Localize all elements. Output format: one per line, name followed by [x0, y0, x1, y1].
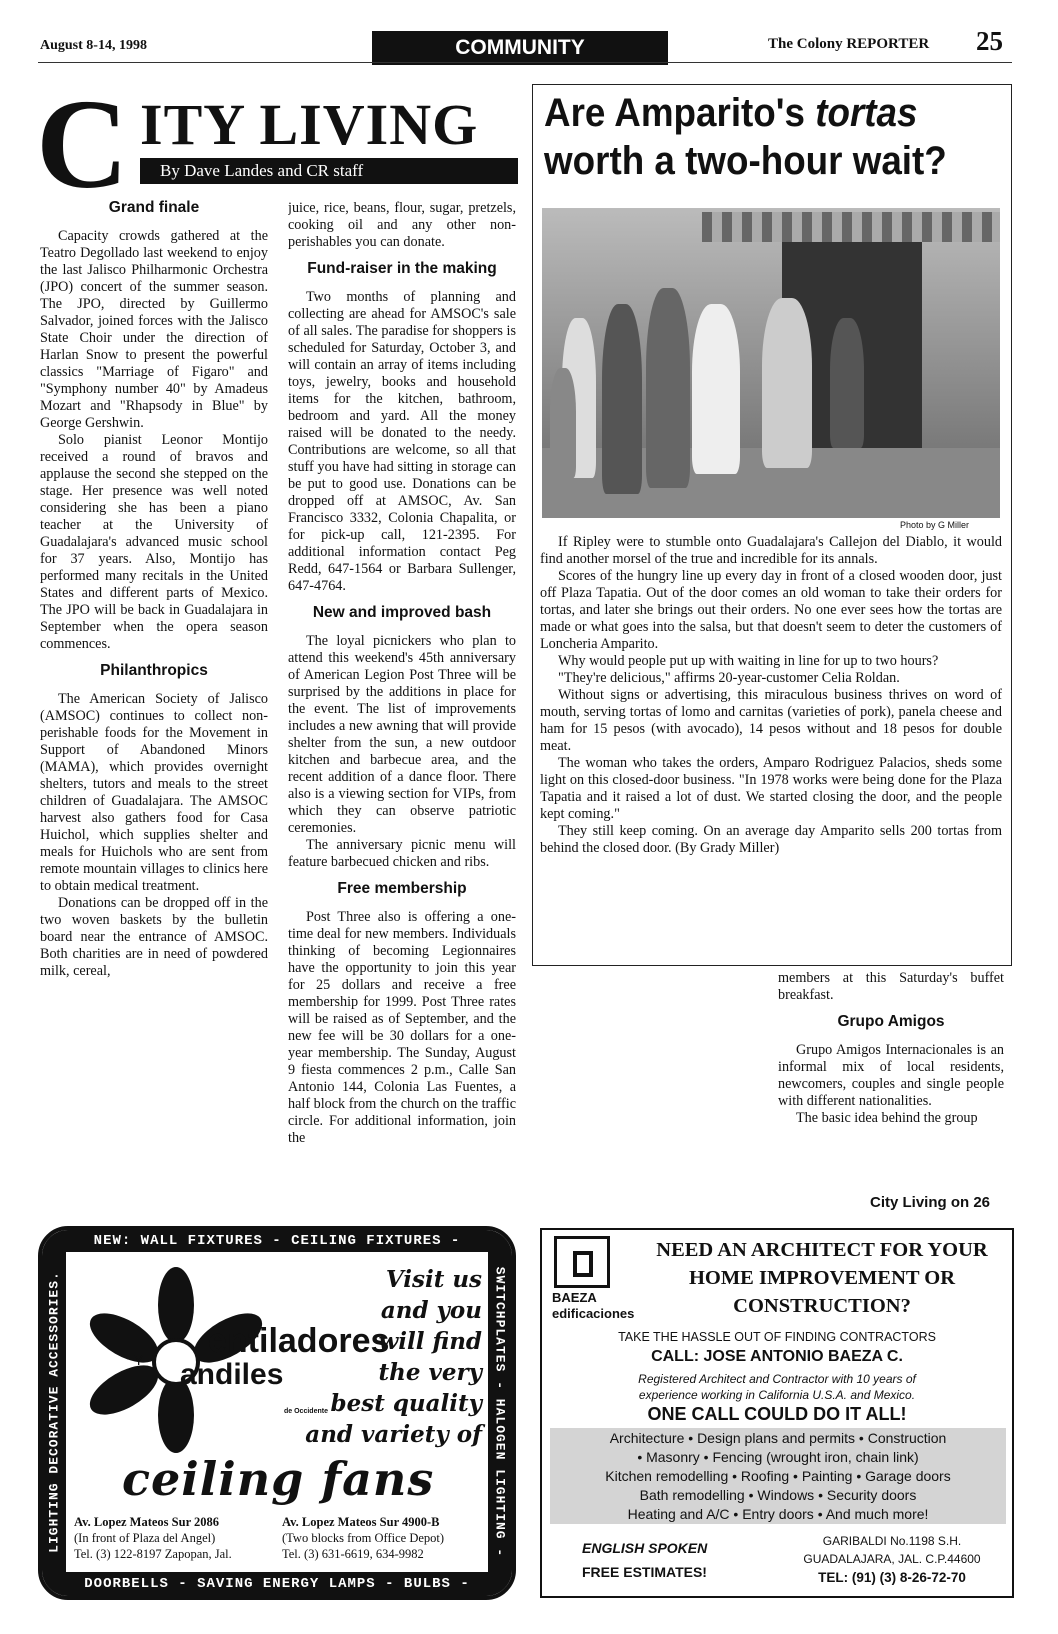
- logo-mark: [573, 1251, 593, 1277]
- brand-y: Y: [134, 1352, 144, 1368]
- brand-sub: de Occidente: [284, 1408, 328, 1415]
- tortas-headline: [533, 85, 973, 185]
- service-line: Architecture • Design plans and permits • Construction: [609, 1430, 947, 1446]
- person: [602, 304, 642, 494]
- paragraph: Without signs or advertising, this miraculous business thrives on word of mouth, serving tortas of lomo and carnitas (varieties of pork), panela cheese and ham for 15 pesos (with avocado), 14 pesos without and 18 pesos for double meat.: [540, 687, 1002, 754]
- arch-address-1: GARIBALDI No.1198 S.H.: [822, 1534, 962, 1548]
- service-line: • Masonry • Fencing (wrought iron, chain link): [637, 1449, 919, 1465]
- arch-address-2: GUADALAJARA, JAL. C.P.44600: [803, 1552, 981, 1566]
- header-rule: [38, 62, 1012, 63]
- paragraph: They still keep coming. On an average day Amparito sells 200 tortas from behind the closed door. (By Grady Miller): [540, 823, 1002, 856]
- slogan-line: will find: [378, 1328, 482, 1355]
- section-banner: COMMUNITY: [372, 31, 668, 65]
- slogan-line: Visit us: [385, 1266, 482, 1293]
- photo-credit: Photo by G Miller: [900, 520, 970, 530]
- ad-address-1: [74, 1514, 232, 1562]
- service-line: Kitchen remodelling • Roofing • Painting • Garage doors: [605, 1468, 951, 1484]
- arch-line3: Registered Architect and Contractor with 10 years of: [638, 1372, 916, 1386]
- slogan-line: the very: [378, 1359, 482, 1386]
- ad-bottom-band: DOORBELLS - SAVING ENERGY LAMPS - BULBS -: [42, 1572, 512, 1596]
- child: [550, 368, 576, 478]
- arch-call: CALL: JOSE ANTONIO BAEZA C.: [651, 1348, 903, 1365]
- address-line: (Two blocks from Office Depot): [282, 1531, 445, 1545]
- paragraph: Solo pianist Leonor Montijo received a round of bravos and applause the second she stepped on the stage. Her presence was well noted considering she has been a piano teacher at the University of Guadalajara's advanced music school for 37 years. Also, Montijo has performed many recitals in the United States and different parts of Mexico. The JPO will be back in Guadalajara in September when the opera season commences.: [40, 432, 268, 652]
- ceiling-fans-ad: [38, 1226, 516, 1600]
- slogan-line: and you: [380, 1297, 482, 1324]
- brand-candiles: andiles: [180, 1358, 284, 1391]
- address-line: Tel. (3) 122-8197 Zapopan, Jal.: [74, 1547, 232, 1561]
- person: [692, 304, 740, 474]
- paragraph: Scores of the hungry line up every day in front of a closed wooden door, just off Plaza Tapatia. Out of the door comes an old woman to take their orders for tortas, and later she brings out their orders. No one ever sees how the tortas are made or what goes into the salsa, but that doesn't seem to deter the customers of Loncheria Amparito.: [540, 568, 1002, 652]
- headline-line: CONSTRUCTION?: [733, 1295, 911, 1317]
- arch-line1: TAKE THE HASSLE OUT OF FINDING CONTRACTORS: [618, 1330, 936, 1344]
- byline: By Dave Landes and CR staff: [140, 158, 518, 184]
- paragraph: The American Society of Jalisco (AMSOC) continues to collect non-perishable foods for the Movement in Support of Abandoned Minors (MAMA), which provides overnight shelters, tutors and meals to the street children of Guadalajara. The AMSOC harvest also gathers food for Casa Huichol, which supplies shelter and meals for Huichols who are sent from remote mountain villages to clinics here to obtain medical treatment.: [40, 691, 268, 894]
- paper-name: The Colony REPORTER: [768, 36, 930, 52]
- tortas-body: [540, 534, 1002, 964]
- arch-headline: [642, 1236, 1002, 1320]
- page-number: 25: [976, 26, 1003, 56]
- address-line: Av. Lopez Mateos Sur 2086: [74, 1515, 220, 1529]
- awning: [702, 212, 1000, 242]
- brand-ventiladores: entiladores: [208, 1322, 390, 1360]
- issue-date: August 8-14, 1998: [40, 38, 147, 53]
- column-3-lower: [534, 970, 760, 1210]
- ad-right-band: [488, 1252, 512, 1572]
- paragraph: Donations can be dropped off in the two woven baskets by the bulletin board near the entrance of AMSOC. Both charities are in need of powdered milk, cereal,: [40, 895, 268, 979]
- logo-name: BAEZA: [552, 1290, 597, 1305]
- title-initial: C: [36, 73, 125, 215]
- slogan-line: best quality: [330, 1390, 482, 1417]
- ad-left-band-text: LIGHTING DECORATIVE ACCESSORIES.: [46, 1271, 62, 1553]
- address-line: (In front of Plaza del Angel): [74, 1531, 216, 1545]
- subhead-philanthropics: Philanthropics: [100, 662, 208, 679]
- headline-part: worth a two-hour wait?: [544, 139, 947, 183]
- subhead-grand-finale: Grand finale: [108, 199, 200, 216]
- continued-link[interactable]: City Living on 26: [870, 1194, 991, 1211]
- person: [762, 298, 812, 468]
- architect-ad: [540, 1228, 1014, 1598]
- paragraph: "They're delicious," affirms 20-year-customer Celia Roldan.: [558, 670, 900, 686]
- headline-line: HOME IMPROVEMENT OR: [688, 1267, 956, 1289]
- subhead-membership: Free membership: [337, 880, 467, 897]
- paragraph: The woman who takes the orders, Amparo Rodriguez Palacios, sheds some light on this closed-door business. "In 1978 works were being done for the Plaza Tapatia and it raised a lot of dust. We started closing the door, and the people kept coming.": [540, 755, 1002, 822]
- service-line: Bath remodelling • Windows • Security doors: [639, 1487, 917, 1503]
- ad-slogan: [302, 1264, 482, 1450]
- paragraph: Grupo Amigos Internacionales is an informal mix of local residents, newcomers, couples and single people with different nationalities.: [778, 1042, 1004, 1109]
- column-2: [288, 200, 516, 1210]
- headline-part: Are Amparito's: [544, 91, 816, 135]
- ad-right-band-text: SWITCHPLATES - HALOGEN LIGHTING -: [492, 1266, 508, 1558]
- paragraph: If Ripley were to stumble onto Guadalajara's Callejon del Diablo, it would find another morsel of the true and incredible for its annals.: [540, 534, 1002, 567]
- paragraph: Post Three also is offering a one-time deal for new members. Individuals thinking of becoming Legionnaires have the opportunity to join this year for 25 dollars and receive a free membership for 1999. Post Three rates will be raised as of September, and the new fee will be 30 dollars for a one-year membership. The Sunday, August 9 fiesta commences 2 p.m., Calle San Antonio 144, Colonia Las Fuentes, a half block from the church on the traffic circle. For additional information, join the: [288, 909, 516, 1146]
- ad-top-band: NEW: WALL FIXTURES - CEILING FIXTURES -: [42, 1230, 512, 1252]
- english-spoken: ENGLISH SPOKEN: [582, 1540, 708, 1556]
- paragraph: The basic idea behind the group: [796, 1110, 978, 1126]
- paragraph: juice, rice, beans, flour, sugar, pretzels, cooking oil and any other non-perishables you can donate.: [288, 200, 516, 250]
- page-title: ITY LIVING: [140, 92, 479, 157]
- headline-line: NEED AN ARCHITECT FOR YOUR: [656, 1239, 988, 1261]
- photo-line-at-door: [542, 208, 1000, 518]
- column-4-lower: [778, 970, 1004, 1202]
- paragraph: Capacity crowds gathered at the Teatro Degollado last weekend to enjoy the last Jalisco Philharmonic Orchestra (JPO) concert of the summer season. The JPO, directed by Guillermo Salvador, joined forces with the Jalisco State Choir under the direction of Harlan Snow to present the powerful classics "Marriage of Figaro" and "Symphony number 40" by Amadeus Mozart and "Rhapsody in Blue" by George Gershwin.: [40, 228, 268, 431]
- arch-one-call: ONE CALL COULD DO IT ALL!: [647, 1404, 907, 1424]
- paragraph: Two months of planning and collecting are ahead for AMSOC's sale of all sales. The paradise for shoppers is scheduled for Saturday, October 3, and will contain an array of items including toys, jewelry, books and household items for the kitchen, bathroom, bedroom and yard. All the money raised will be donated to the needy. Contributions are welcome, so all that stuff you have had sitting in storage can be put to good use. Donations can be dropped off at AMSOC, Av. San Francisco 3332, Colonia Chapalita, or for pick-up call, 121-2395. For additional information contact Peg Redd, 647-1564 or Barbara Sullenger, 647-4764.: [288, 289, 516, 594]
- address-line: Tel. (3) 631-6619, 634-9982: [282, 1547, 424, 1561]
- services-box: [550, 1428, 1006, 1524]
- address-line: Av. Lopez Mateos Sur 4900-B: [282, 1515, 440, 1529]
- paragraph: Why would people put up with waiting in line for up to two hours?: [558, 653, 939, 669]
- slogan-line: and variety of: [305, 1421, 482, 1448]
- free-estimates: FREE ESTIMATES!: [582, 1564, 707, 1580]
- paragraph: members at this Saturday's buffet breakfast.: [778, 970, 1004, 1003]
- headline-em: tortas: [815, 91, 918, 135]
- subhead-fund-raiser: Fund-raiser in the making: [307, 260, 497, 277]
- subhead-bash: New and improved bash: [312, 604, 492, 621]
- ad-address-2: [282, 1514, 444, 1562]
- column-1: [40, 190, 268, 1210]
- service-line: Heating and A/C • Entry doors • And much more!: [627, 1506, 929, 1522]
- ad-ceiling-fans: ceiling fans: [122, 1452, 435, 1506]
- paragraph: The anniversary picnic menu will feature barbecued chicken and ribs.: [288, 837, 516, 870]
- person: [646, 288, 690, 488]
- logo-sub: edificaciones: [552, 1306, 635, 1321]
- paragraph-continued: [534, 970, 760, 987]
- baeza-logo-icon: [554, 1236, 610, 1288]
- ad-left-band: [42, 1252, 66, 1572]
- arch-line4: experience working in California U.S.A. and Mexico.: [638, 1388, 916, 1402]
- arch-tel: TEL: (91) (3) 8-26-72-70: [818, 1570, 966, 1585]
- person: [830, 318, 864, 448]
- subhead-grupo-amigos: Grupo Amigos: [837, 1013, 945, 1030]
- paragraph: The loyal picnickers who plan to attend this weekend's 45th anniversary of American Legion Post Three will be surprised by the additions in place for the event. The list of improvements includes a new awning that will provide shelter from the sun, a new outdoor kitchen and barbecue area, and the recent addition of a dance floor. There also is a viewing section for VIPs, from which they can observe patriotic ceremonies.: [288, 633, 516, 836]
